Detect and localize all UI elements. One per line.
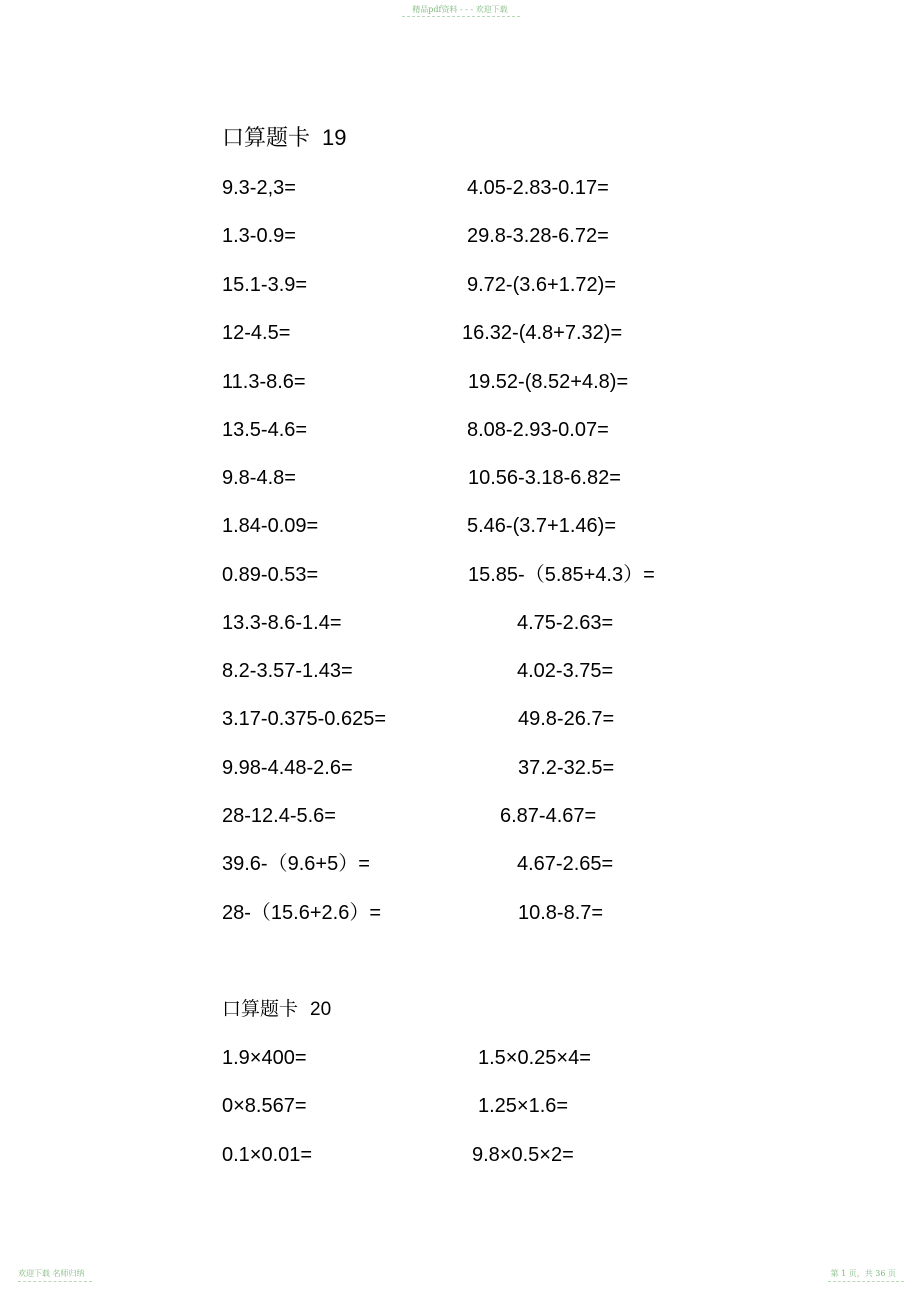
problem: 15.85-（5.85+4.3）= <box>468 564 655 586</box>
problem: 13.5-4.6= <box>222 419 308 441</box>
problem: 39.6-（9.6+5）= <box>222 853 370 875</box>
card-title-label: 口算题卡 <box>222 998 299 1020</box>
problem: 3.17-0.375-0.625= <box>222 708 387 730</box>
problem: 9.8-4.8= <box>222 467 296 489</box>
problem: 4.67-2.65= <box>517 853 614 875</box>
problem: 5.46-(3.7+1.46)= <box>467 515 616 537</box>
problem: 19.52-(8.52+4.8)= <box>468 371 629 393</box>
problem: 12-4.5= <box>222 322 291 344</box>
problem: 1.25×1.6= <box>478 1095 569 1117</box>
problem: 0.1×0.01= <box>222 1144 313 1166</box>
card-number: 19 <box>322 125 347 150</box>
page-header: 精品pdf资料 - - - 欢迎下载 <box>412 5 508 14</box>
footer-divider-left <box>18 1281 92 1282</box>
problem: 29.8-3.28-6.72= <box>467 225 609 247</box>
problem: 10.8-8.7= <box>518 902 604 924</box>
card-title-label: 口算题卡 <box>222 126 311 151</box>
problem: 6.87-4.67= <box>500 805 597 827</box>
problem: 1.84-0.09= <box>222 515 319 537</box>
problem: 1.5×0.25×4= <box>478 1047 591 1069</box>
footer-divider-right <box>828 1281 904 1282</box>
card-19-title <box>222 121 347 152</box>
problem: 9.98-4.48-2.6= <box>222 757 353 779</box>
problem: 9.3-2,3= <box>222 177 296 199</box>
problem: 15.1-3.9= <box>222 274 308 296</box>
problem: 16.32-(4.8+7.32)= <box>462 322 623 344</box>
problem: 0.89-0.53= <box>222 564 319 586</box>
problem: 4.75-2.63= <box>517 612 614 634</box>
problem: 8.08-2.93-0.07= <box>467 419 609 441</box>
problem: 11.3-8.6= <box>222 371 306 393</box>
page-footer-right: 第 1 页，共 36 页 <box>830 1269 896 1278</box>
problem: 4.02-3.75= <box>517 660 614 682</box>
problem: 1.9×400= <box>222 1047 307 1069</box>
problem: 1.3-0.9= <box>222 225 296 247</box>
problem: 10.56-3.18-6.82= <box>468 467 621 489</box>
problem: 28-12.4-5.6= <box>222 805 336 827</box>
problem: 0×8.567= <box>222 1095 307 1117</box>
problem: 4.05-2.83-0.17= <box>467 177 609 199</box>
card-number: 20 <box>310 999 332 1020</box>
problem: 9.8×0.5×2= <box>472 1144 574 1166</box>
problem: 28-（15.6+2.6）= <box>222 902 381 924</box>
page-footer-left: 欢迎下载 名师归纳 <box>18 1269 85 1278</box>
problem: 8.2-3.57-1.43= <box>222 660 353 682</box>
problem: 9.72-(3.6+1.72)= <box>467 274 616 296</box>
header-divider <box>402 16 520 17</box>
problem: 13.3-8.6-1.4= <box>222 612 342 634</box>
card-20-title <box>222 994 331 1021</box>
problem: 37.2-32.5= <box>518 757 615 779</box>
problem: 49.8-26.7= <box>518 708 615 730</box>
